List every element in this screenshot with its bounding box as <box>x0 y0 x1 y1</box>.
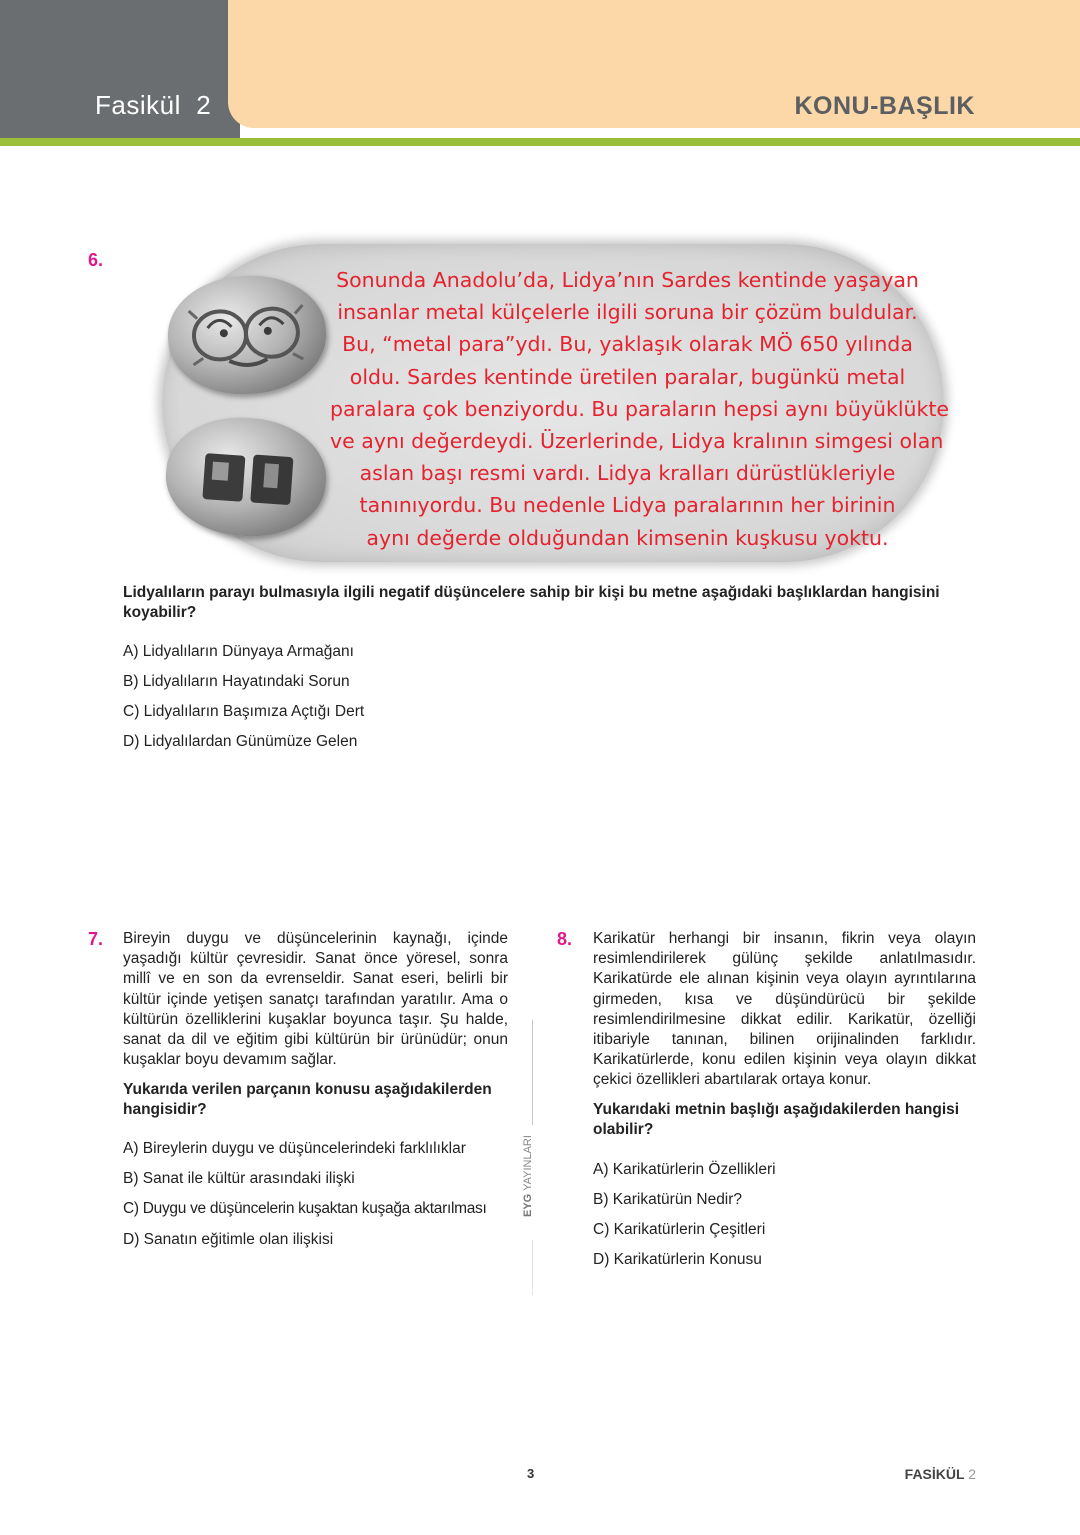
question-7-stem: Yukarıda verilen parçanın konusu aşağıdakilerden hangisidir? <box>123 1081 492 1118</box>
publisher-side-label <box>522 1135 542 1220</box>
question-6-number: 6. <box>88 250 104 270</box>
question-8-number: 8. <box>557 929 573 949</box>
question-7-option-a[interactable]: A) Bireylerin duygu ve düşüncelerindeki farklılıklar <box>123 1140 466 1157</box>
question-8-option-b[interactable]: B) Karikatürün Nedir? <box>593 1191 743 1208</box>
question-7-option-c[interactable]: C) Duygu ve düşüncelerin kuşaktan kuşağa aktarılması <box>123 1200 487 1217</box>
publisher-brand: EYG <box>522 1193 534 1217</box>
footer-fasikul <box>905 1466 976 1482</box>
question-7-option-b[interactable]: B) Sanat ile kültür arasındaki ilişki <box>123 1170 355 1187</box>
passage-line: paralara çok benziyordu. Bu paraların hepsi aynı büyüklükte <box>330 396 950 421</box>
question-7-option-d[interactable]: D) Sanatın eğitimle olan ilişkisi <box>123 1231 334 1248</box>
header-green-bar <box>0 138 1080 146</box>
question-7-passage: Bireyin duygu ve düşüncelerinin kaynağı, içinde yaşadığı kültür çevresidir. Sanat önce yöresel, sonra millî ve en son da evrenseldir. Sanat eseri, belirli bir kültür içinde yetişen sanatçı tarafından yaratılır. Ama o kültürün özelliklerini kuşaklar boyunca taşır. Şu halde, sanat da dil ve eğitim gibi kültürün bir ürünüdür; onun kuşaklar boyu devamım sağlar. <box>123 930 508 1069</box>
punch-mark-coin-image <box>162 413 330 542</box>
header-konu-title: KONU-BAŞLIK <box>794 92 975 120</box>
question-8-stem: Yukarıdaki metnin başlığı aşağıdakilerden hangisi olabilir? <box>593 1101 960 1138</box>
question-8-passage: Karikatür herhangi bir insanın, fikrin veya olayın resimlendirilerek gülünç şekilde anlatılmasıdır. Karikatürde ele alınan kişinin veya olayın ayrıntılarına girmeden, kısa ve düşündürücü bir şekilde resimlendirilmesine dikkat edilir. Karikatür, özelliği itibariyle tanınan, bilinen orijinalinden farklıdır. Karikatürlerde, konu edilen kişinin veya olayın dikkat çekici özellikleri abartılarak ortaya konur. <box>593 930 976 1089</box>
passage-text <box>330 264 950 554</box>
question-6-option-b[interactable]: B) Lidyalıların Hayatındaki Sorun <box>123 673 350 690</box>
passage-line: aslan başı resmi vardı. Lidya kralları dürüstlükleriyle <box>359 461 896 486</box>
footer-fasikul-label: FASİKÜL <box>904 1466 965 1482</box>
passage-line: oldu. Sardes kentinde üretilen paralar, bugünkü metal <box>349 364 906 389</box>
question-6-stem: Lidyalıların parayı bulmasıyla ilgili negatif düşüncelere sahip bir kişi bu metne aşağıdaki başlıklardan hangisini koyabilir? <box>123 584 940 621</box>
question-6-option-a[interactable]: A) Lidyalıların Dünyaya Armağanı <box>123 643 354 660</box>
page-number: 3 <box>527 1466 535 1481</box>
passage-line: insanlar metal külçelerle ilgili soruna bir çözüm buldular. <box>337 300 918 325</box>
passage-line: tanınıyordu. Bu nedenle Lidya paralarının her birinin <box>359 493 896 518</box>
header-fasikul-title: Fasikül 2 <box>95 90 212 120</box>
passage-line: Bu, “metal para”ydı. Bu, yaklaşık olarak MÖ 650 yılında <box>342 332 913 357</box>
lion-coin-image <box>165 272 329 398</box>
passage-line: ve aynı değerdeydi. Üzerlerinde, Lidya kralının simgesi olan <box>330 429 944 454</box>
footer-fasikul-number: 2 <box>968 1466 976 1482</box>
question-6-option-c[interactable]: C) Lidyalıların Başımıza Açtığı Dert <box>123 703 365 720</box>
column-divider-bottom <box>532 1240 533 1295</box>
question-8-option-d[interactable]: D) Karikatürlerin Konusu <box>593 1251 762 1268</box>
question-8-option-c[interactable]: C) Karikatürlerin Çeşitleri <box>593 1221 766 1238</box>
question-6-option-d[interactable]: D) Lidyalılardan Günümüze Gelen <box>123 733 358 750</box>
passage-line: aynı değerde olduğundan kimsenin kuşkusu yoktu. <box>366 525 889 550</box>
punch-mark-icon <box>162 413 330 542</box>
question-8-option-a[interactable]: A) Karikatürlerin Özellikleri <box>593 1161 776 1178</box>
publisher-text: YAYINLARI <box>522 1135 534 1194</box>
lion-head-icon <box>165 272 329 398</box>
question-7-number: 7. <box>88 929 104 949</box>
passage-line: Sonunda Anadolu’da, Lidya’nın Sardes kentinde yaşayan <box>336 268 919 292</box>
column-divider-top <box>532 1020 533 1125</box>
